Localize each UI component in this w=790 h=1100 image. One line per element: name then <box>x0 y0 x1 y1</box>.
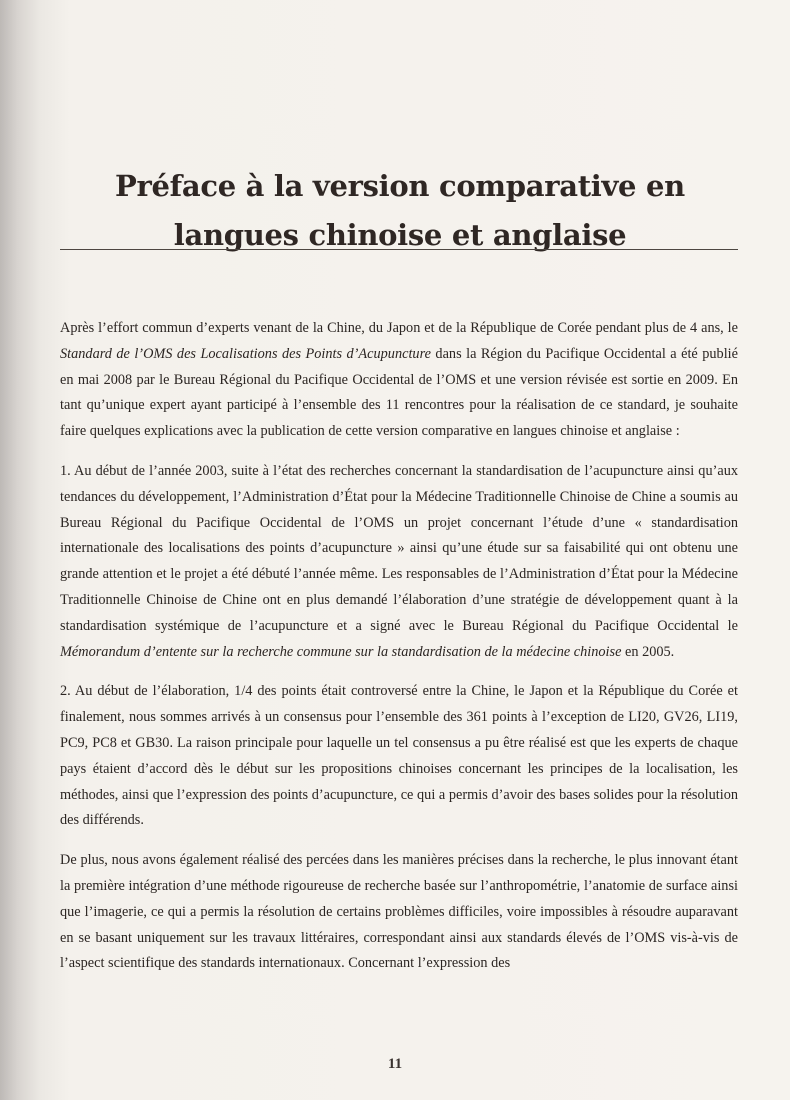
body-text <box>60 316 738 991</box>
paragraph-point-1 <box>60 459 738 665</box>
page-title <box>60 162 740 260</box>
paragraph-text: en 2005. <box>621 643 675 660</box>
title-line-1: Préface à la version comparative en <box>115 169 685 204</box>
paragraph-italic-title: Standard de l’OMS des Localisations des Points d’Acupuncture <box>60 345 431 362</box>
paragraph-continuation <box>60 848 738 977</box>
page-number: 11 <box>387 1056 403 1072</box>
title-divider <box>60 249 738 250</box>
paragraph-text: Après l’effort commun d’experts venant de la Chine, du Japon et de la République de Corée pendant plus de 4 ans, le <box>60 320 738 336</box>
paragraph-text: 1. Au début de l’année 2003, suite à l’état des recherches concernant la standardisation de l’acupuncture ainsi qu’aux tendances du développement, l’Administration d’État pour la Médecine Traditionnelle Chinoise de Chine a soumis au Bureau Régional du Pacifique Occidental de l’OMS un projet concernant l’étude d’une « standardisation internationale des localisations des points d’acupuncture » ainsi qu’une étude sur sa faisabilité qui ont obtenu une grande attention et le projet a été débuté l’année même. Les responsables de l’Administration d’État pour la Médecine Traditionnelle Chinoise de Chine ont en plus demandé l’élaboration d’une stratégie de développement quant à la standardisation systémique de l’acupuncture et a signé avec le Bureau Régional du Pacifique Occidental le <box>60 462 738 634</box>
paragraph-intro <box>60 316 738 445</box>
paragraph-text: De plus, nous avons également réalisé des percées dans les manières précises dans la recherche, le plus innovant étant la première intégration d’une méthode rigoureuse de recherche basée sur l’anthropométrie, l’anatomie de surface ainsi que l’imagerie, ce qui a permis la résolution de certains problèmes difficiles, voire impossibles à résoudre auparavant en se basant uniquement sur les travaux littéraires, correspondant ainsi aux standards élevés de l’OMS vis-à-vis de l’aspect scientifique des standards internationaux. Concernant l’expression des <box>60 852 738 972</box>
title-line-2: langues chinoise et anglaise <box>173 218 627 253</box>
paragraph-italic-title: Mémorandum d’entente sur la recherche commune sur la standardisation de la médecine chinoise <box>60 643 622 660</box>
paragraph-text: dans la Région du Pacifique Occidental a été publié en mai 2008 par le Bureau Régional du Pacifique Occidental de l’OMS et une version révisée est sortie en 2009. En tant qu’unique expert ayant participé à l’ensemble des 11 rencontres pour la réalisation de ce standard, je souhaite faire quelques explications avec la publication de cette version comparative en langues chinoise et anglaise : <box>60 345 738 440</box>
paragraph-text: 2. Au début de l’élaboration, 1/4 des points était controversé entre la Chine, le Japon et la République du Corée et finalement, nous sommes arrivés à un consensus pour l’ensemble des 361 points à l’exception de LI20, GV26, LI19, PC9, PC8 et GB30. La raison principale pour laquelle un tel consensus a pu être réalisé est que les experts de chaque pays étaient d’accord dès le début sur les propositions chinoises concernant les principes de la localisation, les méthodes, ainsi que l’expression des points d’acupuncture, ce qui a permis d’avoir des bases solides pour la résolution des différends. <box>60 683 738 829</box>
paragraph-point-2 <box>60 679 738 834</box>
